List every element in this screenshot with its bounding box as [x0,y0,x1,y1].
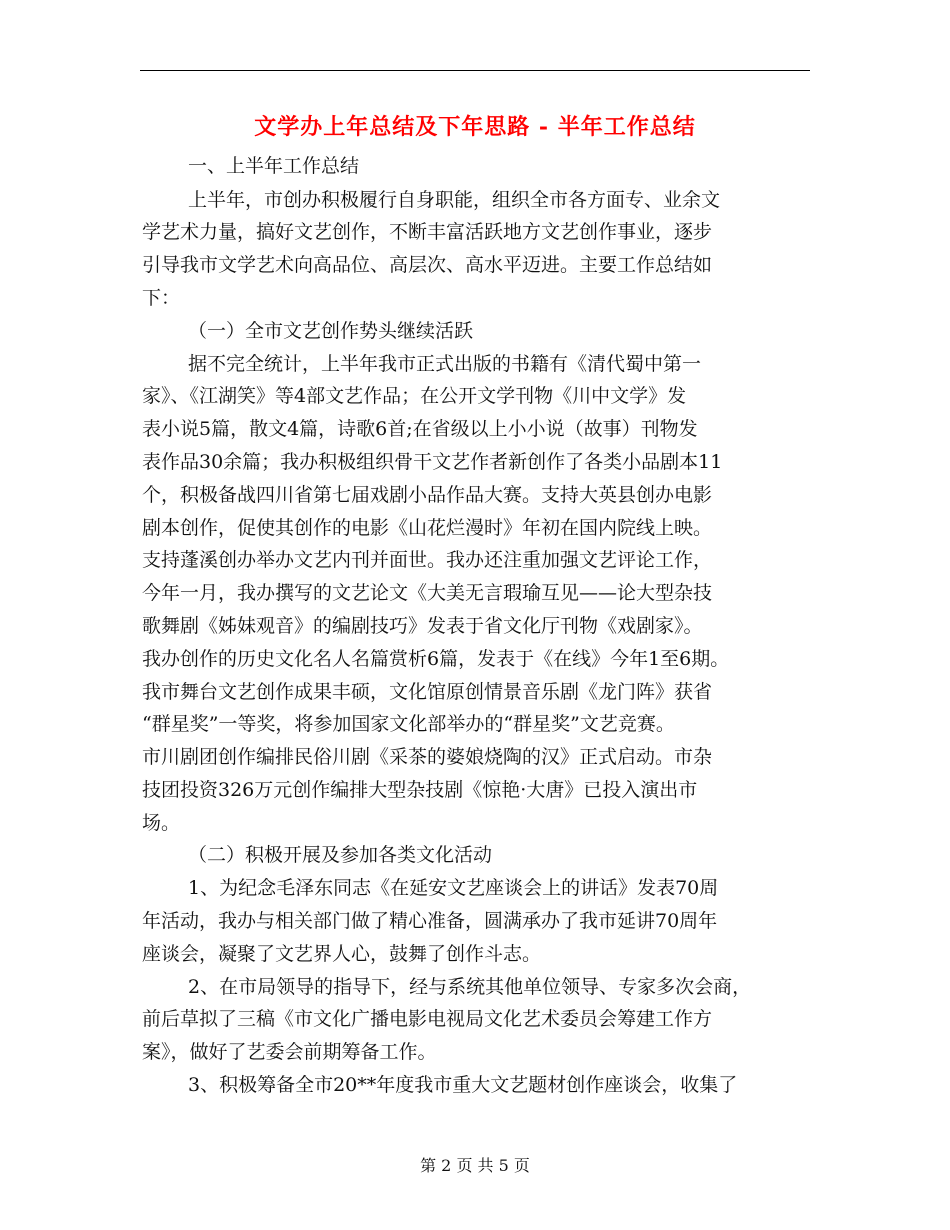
paragraph-line: 学艺术力量，搞好文艺创作，不断丰富活跃地方文艺创作事业，逐步 [142,221,713,243]
paragraph-line: 座谈会，凝聚了文艺界人心，鼓舞了创作斗志。 [142,943,542,965]
paragraph-line: 剧本创作，促使其创作的电影《山花烂漫时》年初在国内院线上映。 [142,517,713,539]
paragraph-line: 据不完全统计，上半年我市正式出版的书籍有《清代蜀中第一 [188,353,702,375]
paragraph-line: 下： [142,287,181,309]
paragraph-line: 支持蓬溪创办举办文艺内刊并面世。我办还注重加强文艺评论工作， [142,549,713,571]
paragraph-line: 年活动，我办与相关部门做了精心准备，圆满承办了我市延讲70周年 [142,910,718,932]
paragraph-line: 引导我市文学艺术向高品位、高层次、高水平迈进。主要工作总结如 [142,254,713,276]
paragraph-line: 1、为纪念毛泽东同志《在延安文艺座谈会上的讲话》发表70周 [188,877,719,899]
paragraph-line: 表小说5篇，散文4篇，诗歌6首;在省级以上小小说（故事）刊物发 [142,418,698,440]
paragraph-line: 案》，做好了艺委会前期筹备工作。 [142,1041,437,1063]
paragraph-line: 3、积极筹备全市20**年度我市重大文艺题材创作座谈会，收集了 [188,1074,738,1096]
paragraph-line: 上半年，市创办积极履行自身职能，组织全市各方面专、业余文 [188,189,721,211]
paragraph-line: 家》、《江湖笑》等4部文艺作品；在公开文学刊物《川中文学》发 [142,385,687,407]
paragraph-line: 场。 [142,812,181,834]
subsection-heading: （一）全市文艺创作势头继续活跃 [188,320,474,342]
paragraph-line: 表作品30余篇；我办积极组织骨干文艺作者新创作了各类小品剧本11 [142,451,723,473]
section-heading: 一、上半年工作总结 [188,155,360,177]
paragraph-line: 2、在市局领导的指导下，经与系统其他单位领导、专家多次会商， [188,976,752,998]
paragraph-line: 我办创作的历史文化名人名篇赏析6篇，发表于《在线》今年1至6期。 [142,648,730,670]
document-title: 文学办上年总结及下年思路 - 半年工作总结 [254,114,696,140]
paragraph-line: 市川剧团创作编排民俗川剧《采茶的婆娘烧陶的汉》正式启动。市杂 [142,746,713,768]
paragraph-line: 技团投资326万元创作编排大型杂技剧《惊艳·大唐》已投入演出市 [142,779,698,801]
paragraph-line: 我市舞台文艺创作成果丰硕，文化馆原创情景音乐剧《龙门阵》获省 [142,681,713,703]
header-rule [140,70,810,71]
paragraph-line: 前后草拟了三稿《市文化广播电影电视局文化艺术委员会筹建工作方 [142,1008,713,1030]
paragraph-line: “群星奖”一等奖，将参加国家文化部举办的“群星奖”文艺竞赛。 [142,713,675,735]
page-number: 第 2 页 共 5 页 [420,1156,530,1175]
paragraph-line: 今年一月，我办撰写的文艺论文《大美无言瑕瑜互见——论大型杂技 [142,582,713,604]
paragraph-line: 歌舞剧《姊妹观音》的编剧技巧》发表于省文化厅刊物《戏剧家》。 [142,615,703,637]
paragraph-line: 个，积极备战四川省第七届戏剧小品作品大赛。支持大英县创办电影 [142,484,713,506]
subsection-heading: （二）积极开展及参加各类文化活动 [188,844,493,866]
